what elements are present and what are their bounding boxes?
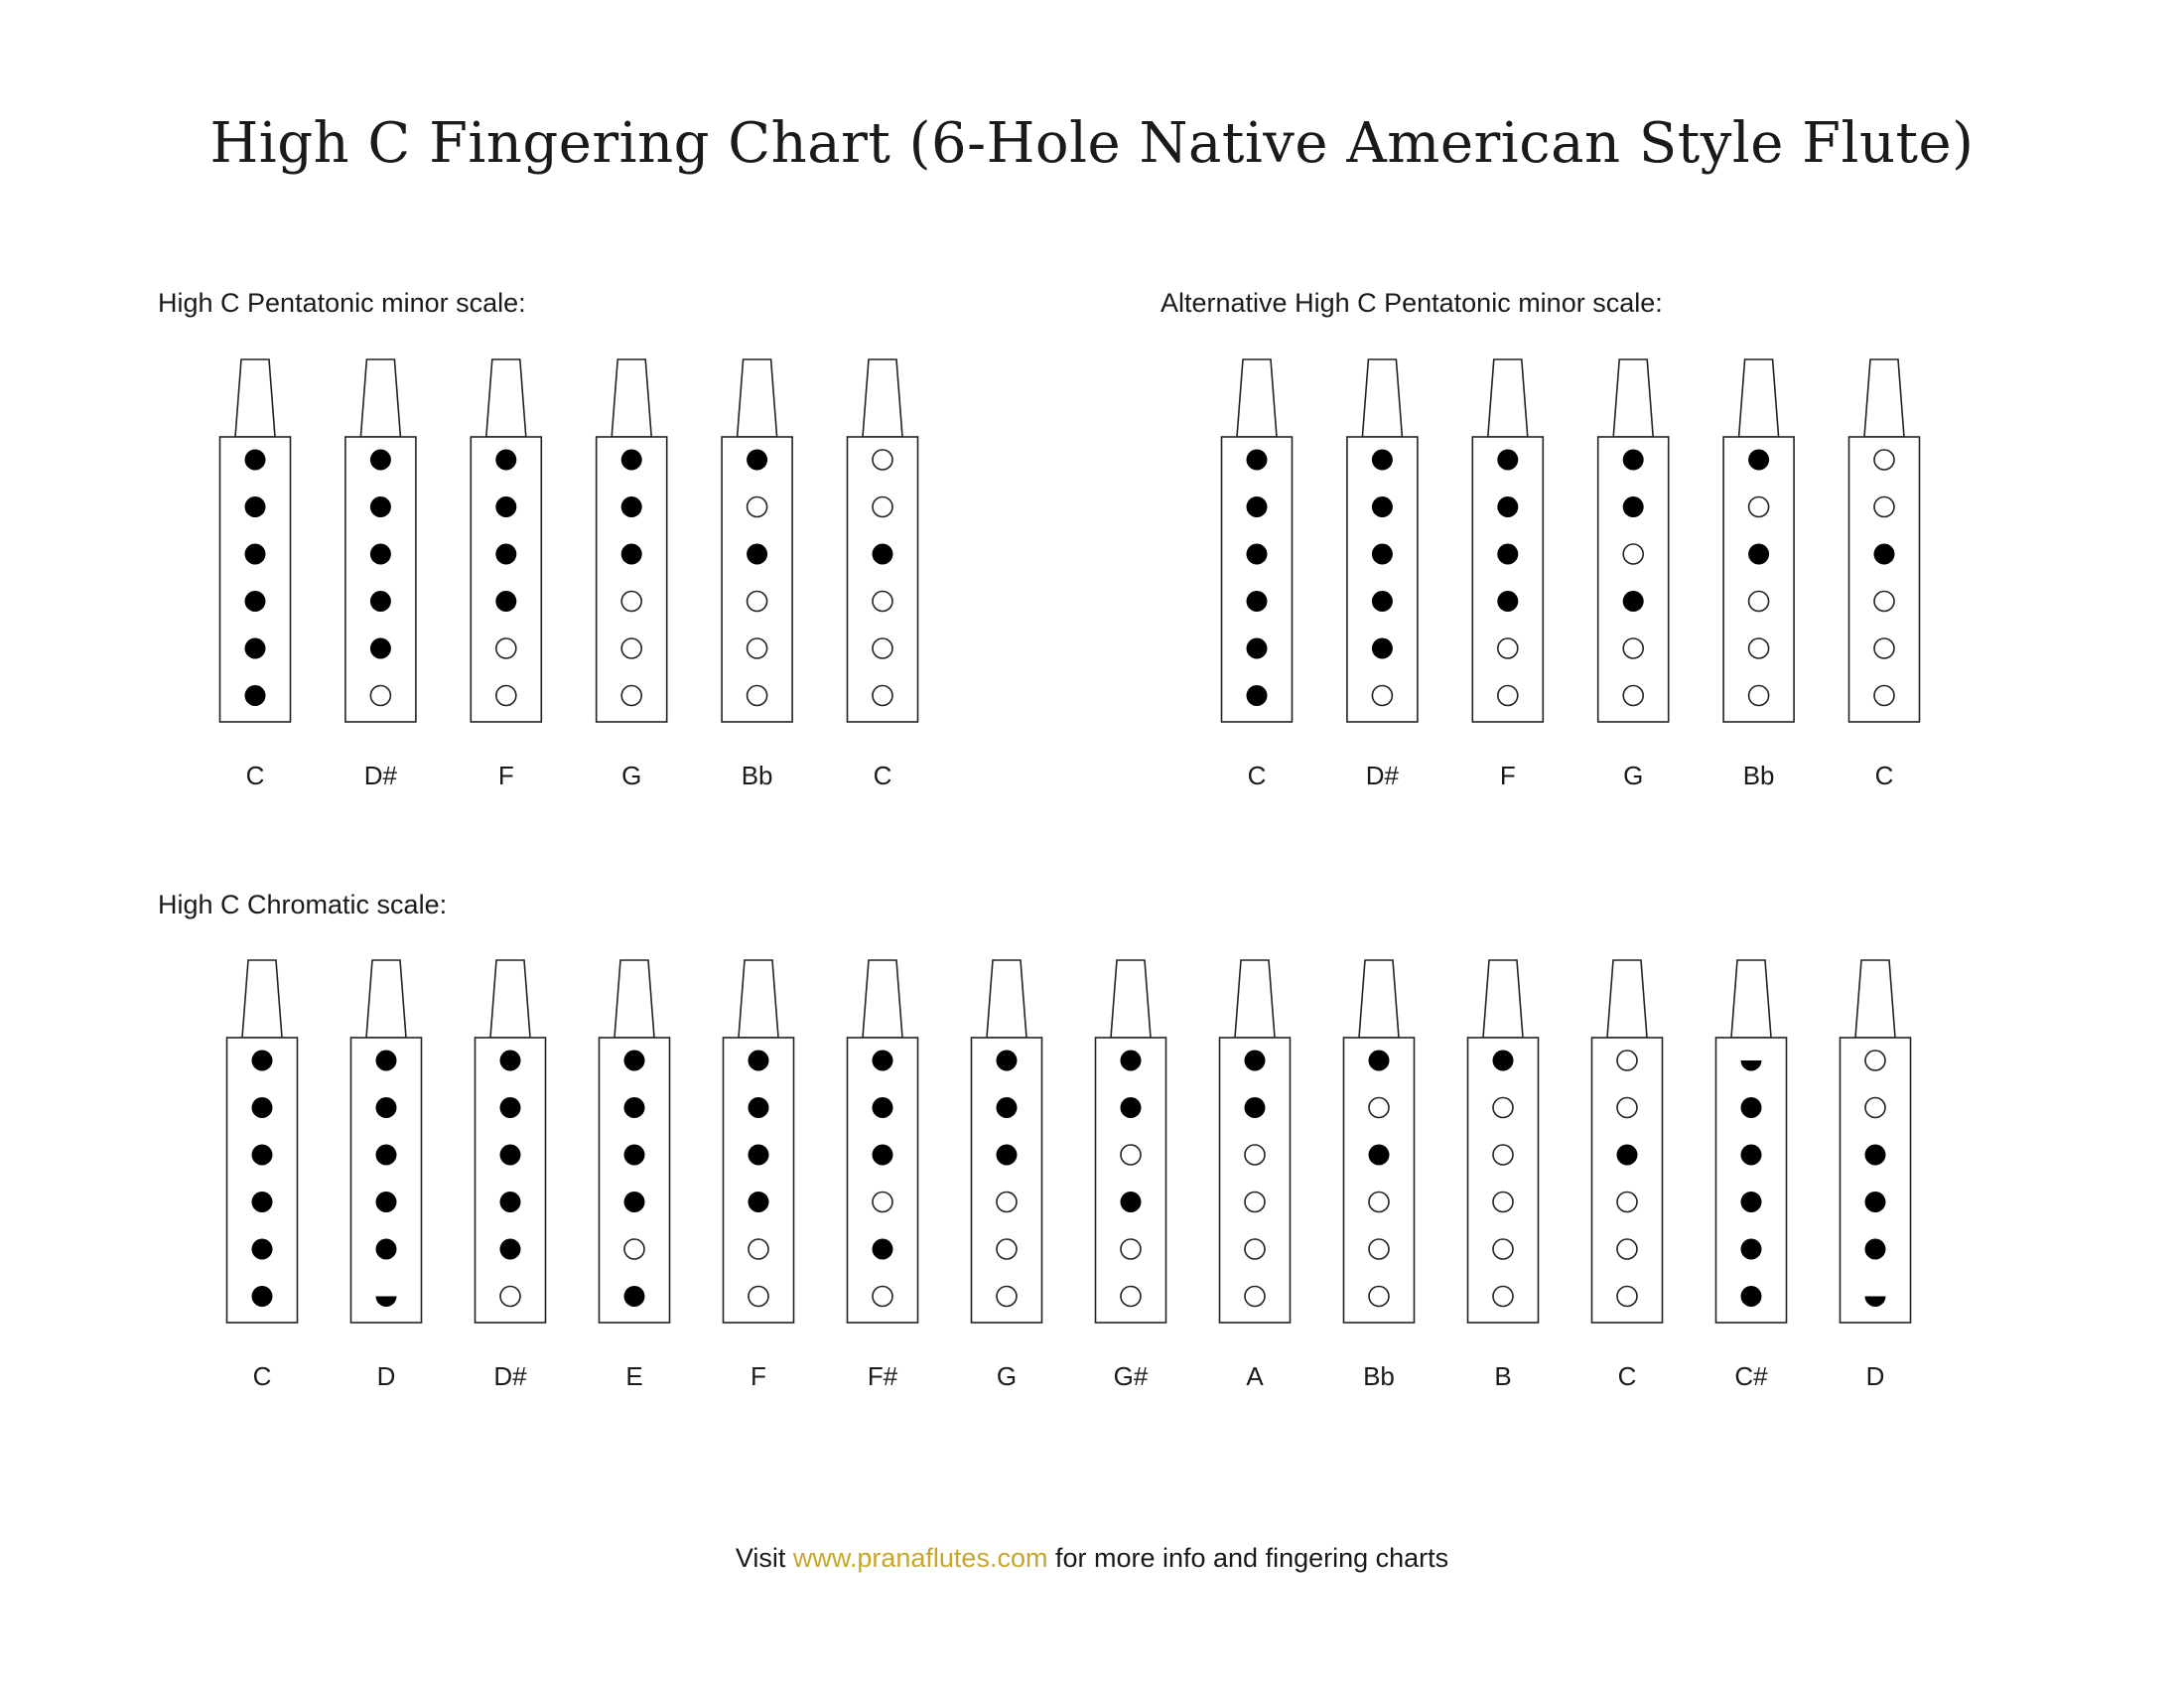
- note-label: F: [751, 1361, 766, 1391]
- hole-closed: [252, 1097, 273, 1118]
- hole-open: [748, 497, 767, 517]
- note-label: C: [252, 1361, 272, 1391]
- flute-mouthpiece: [612, 359, 651, 437]
- section-label-chromatic: High C Chromatic scale:: [158, 890, 448, 919]
- hole-closed: [624, 1097, 645, 1118]
- flute-diagram: [1347, 359, 1418, 790]
- hole-closed: [997, 1097, 1018, 1118]
- flute-diagram: [220, 359, 291, 790]
- flute-group-1: [1222, 359, 1920, 790]
- flute-diagram: [1598, 359, 1669, 790]
- hole-closed: [1741, 1192, 1762, 1212]
- hole-closed: [1617, 1145, 1638, 1166]
- hole-closed: [1741, 1239, 1762, 1260]
- note-label: C: [873, 761, 892, 790]
- hole-closed: [1741, 1145, 1762, 1166]
- flute-body: [1222, 437, 1293, 722]
- hole-open: [1372, 686, 1392, 706]
- hole-closed: [749, 1145, 769, 1166]
- page-title: High C Fingering Chart (6-Hole Native American Style Flute): [209, 111, 1975, 176]
- flute-diagram: [848, 359, 918, 790]
- flute-body: [1849, 437, 1920, 722]
- flute-mouthpiece: [1613, 359, 1653, 437]
- flute-mouthpiece: [739, 960, 778, 1038]
- flute-mouthpiece: [486, 359, 526, 437]
- note-label: Bb: [741, 761, 773, 790]
- hole-closed: [1493, 1051, 1514, 1071]
- hole-closed: [1497, 496, 1518, 517]
- note-label: G: [1623, 761, 1644, 790]
- hole-closed: [1497, 591, 1518, 612]
- hole-open: [1874, 638, 1894, 658]
- hole-open: [1245, 1239, 1265, 1259]
- hole-closed: [621, 544, 642, 565]
- flute-body: [471, 437, 541, 722]
- hole-closed: [749, 1097, 769, 1118]
- note-label: E: [625, 1361, 643, 1391]
- hole-open: [1121, 1287, 1141, 1307]
- hole-closed: [376, 1145, 397, 1166]
- note-label: F: [497, 761, 514, 790]
- hole-open: [873, 497, 892, 517]
- hole-closed: [1865, 1239, 1886, 1260]
- hole-closed: [1247, 638, 1268, 659]
- flute-diagram: [597, 359, 667, 790]
- hole-open: [1617, 1193, 1637, 1212]
- hole-closed: [252, 1286, 273, 1307]
- flute-group-0: [220, 359, 918, 790]
- flute-diagram: [476, 960, 546, 1391]
- note-label: D: [1865, 1361, 1885, 1391]
- flute-mouthpiece: [1488, 359, 1528, 437]
- hole-closed: [500, 1192, 521, 1212]
- hole-closed: [376, 1192, 397, 1212]
- hole-closed: [370, 638, 391, 659]
- note-label: B: [1494, 1361, 1512, 1391]
- flute-mouthpiece: [863, 960, 902, 1038]
- flute-mouthpiece: [1359, 960, 1399, 1038]
- flute-diagram: [471, 359, 541, 790]
- flute-mouthpiece: [1483, 960, 1523, 1038]
- hole-open: [496, 638, 516, 658]
- hole-closed: [252, 1051, 273, 1071]
- flute-diagram: [1096, 960, 1166, 1391]
- hole-closed: [1623, 591, 1644, 612]
- hole-closed: [624, 1286, 645, 1307]
- hole-closed: [749, 1051, 769, 1071]
- hole-closed: [1623, 450, 1644, 471]
- hole-open: [1369, 1098, 1389, 1118]
- hole-open: [1623, 638, 1643, 658]
- hole-closed: [495, 496, 516, 517]
- hole-closed: [252, 1239, 273, 1260]
- flute-diagram: [1472, 359, 1543, 790]
- hole-closed: [624, 1192, 645, 1212]
- hole-closed: [500, 1051, 521, 1071]
- hole-open: [1874, 592, 1894, 612]
- hole-open: [749, 1287, 768, 1307]
- hole-open: [1245, 1145, 1265, 1165]
- hole-open: [997, 1193, 1017, 1212]
- flute-diagram: [1468, 960, 1539, 1391]
- flute-mouthpiece: [242, 960, 282, 1038]
- footer-link[interactable]: www.pranaflutes.com: [792, 1543, 1048, 1573]
- flute-diagram: [1841, 960, 1911, 1391]
- flute-diagram: [1344, 960, 1415, 1391]
- hole-closed: [1121, 1097, 1142, 1118]
- hole-open: [1617, 1287, 1637, 1307]
- hole-open: [1369, 1239, 1389, 1259]
- hole-closed: [252, 1192, 273, 1212]
- hole-closed: [873, 1239, 893, 1260]
- hole-closed: [747, 544, 767, 565]
- hole-closed: [500, 1145, 521, 1166]
- hole-open: [1874, 686, 1894, 706]
- hole-closed: [245, 591, 266, 612]
- hole-open: [1749, 638, 1769, 658]
- hole-closed: [873, 1145, 893, 1166]
- flute-group-2: [227, 960, 1911, 1391]
- note-label: F#: [867, 1361, 898, 1391]
- flute-body: [345, 437, 416, 722]
- flute-body: [724, 1038, 794, 1323]
- hole-open: [1493, 1239, 1513, 1259]
- flute-body: [1841, 1038, 1911, 1323]
- hole-open: [1623, 686, 1643, 706]
- hole-closed: [495, 544, 516, 565]
- flute-body: [722, 437, 792, 722]
- hole-open: [1498, 638, 1518, 658]
- hole-closed: [1865, 1192, 1886, 1212]
- hole-open: [1369, 1287, 1389, 1307]
- hole-open: [621, 592, 641, 612]
- flute-mouthpiece: [1731, 960, 1771, 1038]
- flute-diagram: [345, 359, 416, 790]
- hole-closed: [749, 1192, 769, 1212]
- flute-mouthpiece: [1855, 960, 1895, 1038]
- hole-closed: [1865, 1145, 1886, 1166]
- hole-closed: [370, 544, 391, 565]
- hole-closed: [873, 1051, 893, 1071]
- hole-closed: [873, 1097, 893, 1118]
- hole-closed: [1247, 591, 1268, 612]
- hole-closed: [1497, 450, 1518, 471]
- hole-closed: [1741, 1286, 1762, 1307]
- hole-open: [1749, 497, 1769, 517]
- flute-diagram: [600, 960, 670, 1391]
- flute-diagram: [1592, 960, 1663, 1391]
- flute-body: [1344, 1038, 1415, 1323]
- flute-body: [848, 1038, 918, 1323]
- flute-diagram: [1222, 359, 1293, 790]
- hole-closed: [1245, 1051, 1266, 1071]
- flute-body: [1096, 1038, 1166, 1323]
- hole-open: [621, 638, 641, 658]
- note-label: G: [621, 761, 642, 790]
- hole-open: [873, 450, 892, 470]
- hole-open: [1749, 686, 1769, 706]
- flute-body: [1220, 1038, 1291, 1323]
- hole-closed: [1245, 1097, 1266, 1118]
- hole-open: [1617, 1239, 1637, 1259]
- hole-open: [1121, 1239, 1141, 1259]
- flute-diagram: [722, 359, 792, 790]
- hole-open: [748, 686, 767, 706]
- flute-mouthpiece: [1235, 960, 1275, 1038]
- flute-body: [972, 1038, 1042, 1323]
- hole-closed: [1741, 1097, 1762, 1118]
- hole-open: [1369, 1193, 1389, 1212]
- flute-mouthpiece: [863, 359, 902, 437]
- hole-closed: [495, 591, 516, 612]
- flute-diagram: [1220, 960, 1291, 1391]
- flute-mouthpiece: [738, 359, 777, 437]
- hole-closed: [1372, 450, 1393, 471]
- hole-closed: [997, 1145, 1018, 1166]
- hole-closed: [500, 1239, 521, 1260]
- note-label: C: [1617, 1361, 1637, 1391]
- hole-open: [997, 1287, 1017, 1307]
- flute-diagram: [351, 960, 422, 1391]
- hole-closed: [873, 544, 893, 565]
- flute-body: [351, 1038, 422, 1323]
- flute-mouthpiece: [366, 960, 406, 1038]
- hole-closed: [1247, 496, 1268, 517]
- hole-open: [500, 1287, 520, 1307]
- hole-closed: [1497, 544, 1518, 565]
- flute-body: [848, 437, 918, 722]
- hole-open: [873, 592, 892, 612]
- hole-open: [1245, 1193, 1265, 1212]
- note-label: C#: [1734, 1361, 1768, 1391]
- hole-open: [1493, 1193, 1513, 1212]
- note-label: D#: [363, 761, 398, 790]
- flute-mouthpiece: [1864, 359, 1904, 437]
- hole-open: [1617, 1098, 1637, 1118]
- hole-closed: [1369, 1051, 1390, 1071]
- hole-closed: [621, 450, 642, 471]
- hole-open: [748, 592, 767, 612]
- note-label: D#: [1365, 761, 1400, 790]
- flute-diagram: [1716, 960, 1787, 1391]
- flute-mouthpiece: [1739, 359, 1779, 437]
- hole-open: [496, 686, 516, 706]
- flute-body: [1598, 437, 1669, 722]
- footer-prefix: Visit: [735, 1543, 793, 1573]
- flute-mouthpiece: [360, 359, 400, 437]
- hole-closed: [245, 638, 266, 659]
- note-label: G: [996, 1361, 1018, 1391]
- hole-open: [748, 638, 767, 658]
- hole-open: [1749, 592, 1769, 612]
- flute-body: [1347, 437, 1418, 722]
- note-label: F: [1499, 761, 1516, 790]
- note-label: D#: [493, 1361, 527, 1391]
- hole-open: [1498, 686, 1518, 706]
- hole-closed: [245, 685, 266, 706]
- flute-body: [600, 1038, 670, 1323]
- hole-closed: [1121, 1192, 1142, 1212]
- hole-open: [997, 1239, 1017, 1259]
- hole-open: [749, 1239, 768, 1259]
- hole-closed: [624, 1145, 645, 1166]
- hole-open: [1874, 497, 1894, 517]
- hole-open: [1623, 544, 1643, 564]
- hole-open: [1617, 1051, 1637, 1070]
- hole-closed: [1748, 544, 1769, 565]
- flute-diagram: [227, 960, 298, 1391]
- hole-closed: [252, 1145, 273, 1166]
- hole-open: [1493, 1145, 1513, 1165]
- footer-suffix: for more info and fingering charts: [1047, 1543, 1449, 1573]
- hole-closed: [1623, 496, 1644, 517]
- flute-mouthpiece: [1237, 359, 1277, 437]
- hole-closed: [1372, 638, 1393, 659]
- hole-open: [1874, 450, 1894, 470]
- note-label: G#: [1113, 1361, 1149, 1391]
- flute-mouthpiece: [1607, 960, 1647, 1038]
- flute-body: [220, 437, 291, 722]
- hole-closed: [370, 496, 391, 517]
- flute-body: [1592, 1038, 1663, 1323]
- flute-body: [1468, 1038, 1539, 1323]
- note-label: D: [376, 1361, 396, 1391]
- note-label: C: [1247, 761, 1267, 790]
- hole-open: [624, 1239, 644, 1259]
- note-label: Bb: [1742, 761, 1775, 790]
- hole-closed: [1372, 591, 1393, 612]
- section-label-alternative-pentatonic: Alternative High C Pentatonic minor scale:: [1160, 288, 1663, 318]
- flute-body: [1723, 437, 1794, 722]
- flute-mouthpiece: [490, 960, 530, 1038]
- flute-mouthpiece: [1111, 960, 1151, 1038]
- flute-diagram: [724, 960, 794, 1391]
- flute-body: [476, 1038, 546, 1323]
- hole-closed: [376, 1097, 397, 1118]
- hole-closed: [1748, 450, 1769, 471]
- hole-closed: [1247, 685, 1268, 706]
- hole-closed: [747, 450, 767, 471]
- flute-diagram: [848, 960, 918, 1391]
- hole-open: [873, 1193, 892, 1212]
- hole-open: [370, 686, 390, 706]
- flute-diagram: [1723, 359, 1794, 790]
- hole-open: [1493, 1287, 1513, 1307]
- hole-closed: [495, 450, 516, 471]
- hole-closed: [245, 496, 266, 517]
- hole-closed: [245, 450, 266, 471]
- hole-open: [1121, 1145, 1141, 1165]
- flute-body: [227, 1038, 298, 1323]
- hole-closed: [624, 1051, 645, 1071]
- hole-closed: [997, 1051, 1018, 1071]
- hole-closed: [1247, 450, 1268, 471]
- hole-closed: [370, 450, 391, 471]
- hole-closed: [500, 1097, 521, 1118]
- hole-open: [621, 686, 641, 706]
- flute-body: [1716, 1038, 1787, 1323]
- flute-diagram: [972, 960, 1042, 1391]
- hole-closed: [1247, 544, 1268, 565]
- hole-open: [873, 638, 892, 658]
- hole-closed: [376, 1239, 397, 1260]
- flute-mouthpiece: [987, 960, 1026, 1038]
- flute-mouthpiece: [235, 359, 275, 437]
- hole-closed: [1121, 1051, 1142, 1071]
- hole-closed: [370, 591, 391, 612]
- hole-open: [1245, 1287, 1265, 1307]
- note-label: C: [245, 761, 265, 790]
- hole-closed: [245, 544, 266, 565]
- flute-diagram: [1849, 359, 1920, 790]
- flute-mouthpiece: [614, 960, 654, 1038]
- hole-open: [1865, 1098, 1885, 1118]
- hole-closed: [621, 496, 642, 517]
- hole-closed: [1372, 544, 1393, 565]
- hole-closed: [1372, 496, 1393, 517]
- note-label: C: [1874, 761, 1894, 790]
- hole-open: [1493, 1098, 1513, 1118]
- hole-open: [873, 686, 892, 706]
- footer: [0, 1543, 2184, 1574]
- hole-closed: [1874, 544, 1895, 565]
- flute-body: [597, 437, 667, 722]
- flute-mouthpiece: [1362, 359, 1402, 437]
- flute-body: [1472, 437, 1543, 722]
- hole-open: [873, 1287, 892, 1307]
- section-label-pentatonic: High C Pentatonic minor scale:: [158, 288, 526, 318]
- note-label: A: [1246, 1361, 1264, 1391]
- hole-closed: [376, 1051, 397, 1071]
- hole-closed: [1369, 1145, 1390, 1166]
- note-label: Bb: [1363, 1361, 1395, 1391]
- hole-open: [1865, 1051, 1885, 1070]
